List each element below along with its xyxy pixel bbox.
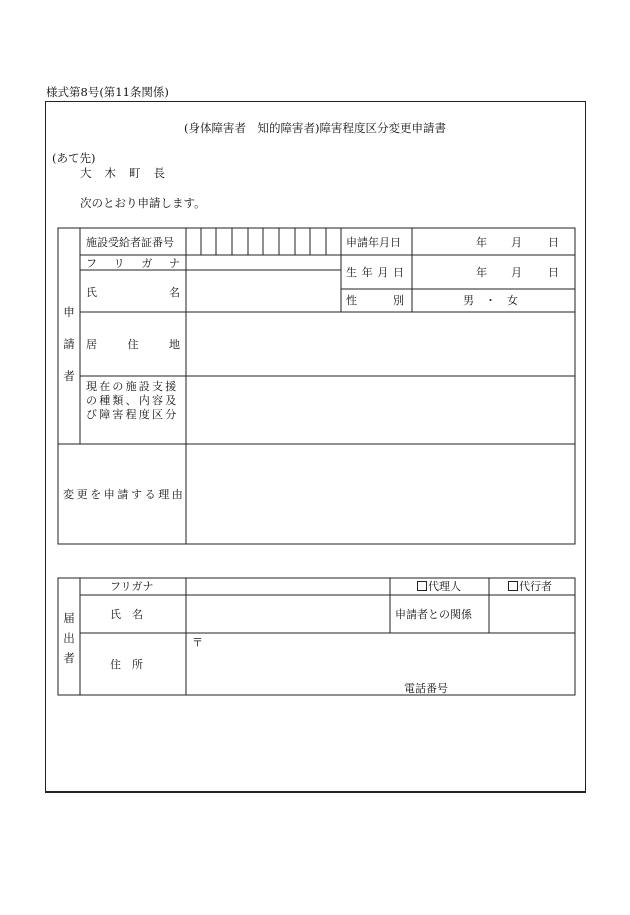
reporter-name-input[interactable] <box>186 595 390 633</box>
reporter-name-label: 氏 名 <box>110 608 143 621</box>
proxy-checkbox[interactable] <box>508 581 518 591</box>
birth-year-unit: 年 <box>476 266 487 279</box>
cert-number-label: 施設受給者証番号 <box>86 236 174 249</box>
gender-label: 性 別 <box>346 294 404 307</box>
birth-day-unit: 日 <box>548 266 559 279</box>
phone-label: 電話番号 <box>404 682 448 695</box>
birth-date-label: 生 年 月 日 <box>346 266 404 279</box>
reason-input[interactable] <box>186 444 575 544</box>
name-input[interactable] <box>186 270 341 312</box>
current-support-input[interactable] <box>186 376 575 444</box>
reporter-address-input[interactable] <box>186 633 575 695</box>
intro-text: 次のとおり申請します。 <box>80 196 206 210</box>
agent-option-label: 代理人 <box>428 580 461 593</box>
relation-input[interactable] <box>489 595 575 633</box>
reporter-furigana-label: フリガナ <box>110 580 154 593</box>
current-support-label: 現在の施設支援の種類、内容及び障害程度区分 <box>86 380 179 421</box>
addressee-name: 大木町長 <box>80 166 178 180</box>
reporter-address-label: 住 所 <box>110 658 143 671</box>
reporter-furigana-input[interactable] <box>186 578 390 595</box>
relation-label: 申請者との関係 <box>395 608 472 621</box>
residence-label: 居 住 地 <box>86 338 180 351</box>
postal-mark: 〒 <box>192 636 203 649</box>
reason-label: 変更を申請する理由 <box>63 488 186 501</box>
proxy-option[interactable] <box>508 580 552 593</box>
furigana-label: フ リ ガ ナ <box>86 257 180 270</box>
residence-input[interactable] <box>186 312 575 376</box>
agent-option[interactable] <box>417 580 461 593</box>
gender-options[interactable]: 男 ・ 女 <box>463 294 518 307</box>
applicant-section-label: 申 請 者 <box>63 305 75 383</box>
addressee-label: (あて先) <box>52 151 96 165</box>
reporter-section-label: 届 出 者 <box>63 611 75 665</box>
application-year-unit: 年 <box>476 236 487 249</box>
agent-checkbox[interactable] <box>417 581 427 591</box>
application-month-unit: 月 <box>511 236 522 249</box>
proxy-option-label: 代行者 <box>519 580 552 593</box>
application-date-label: 申請年月日 <box>346 236 401 249</box>
name-label: 氏 名 <box>86 286 180 299</box>
birth-month-unit: 月 <box>511 266 522 279</box>
cert-number-input[interactable] <box>186 228 341 255</box>
form-number-label: 様式第8号(第11条関係) <box>46 85 169 99</box>
form-title: (身体障害者 知的障害者)障害程度区分変更申請書 <box>184 121 446 135</box>
application-day-unit: 日 <box>548 236 559 249</box>
